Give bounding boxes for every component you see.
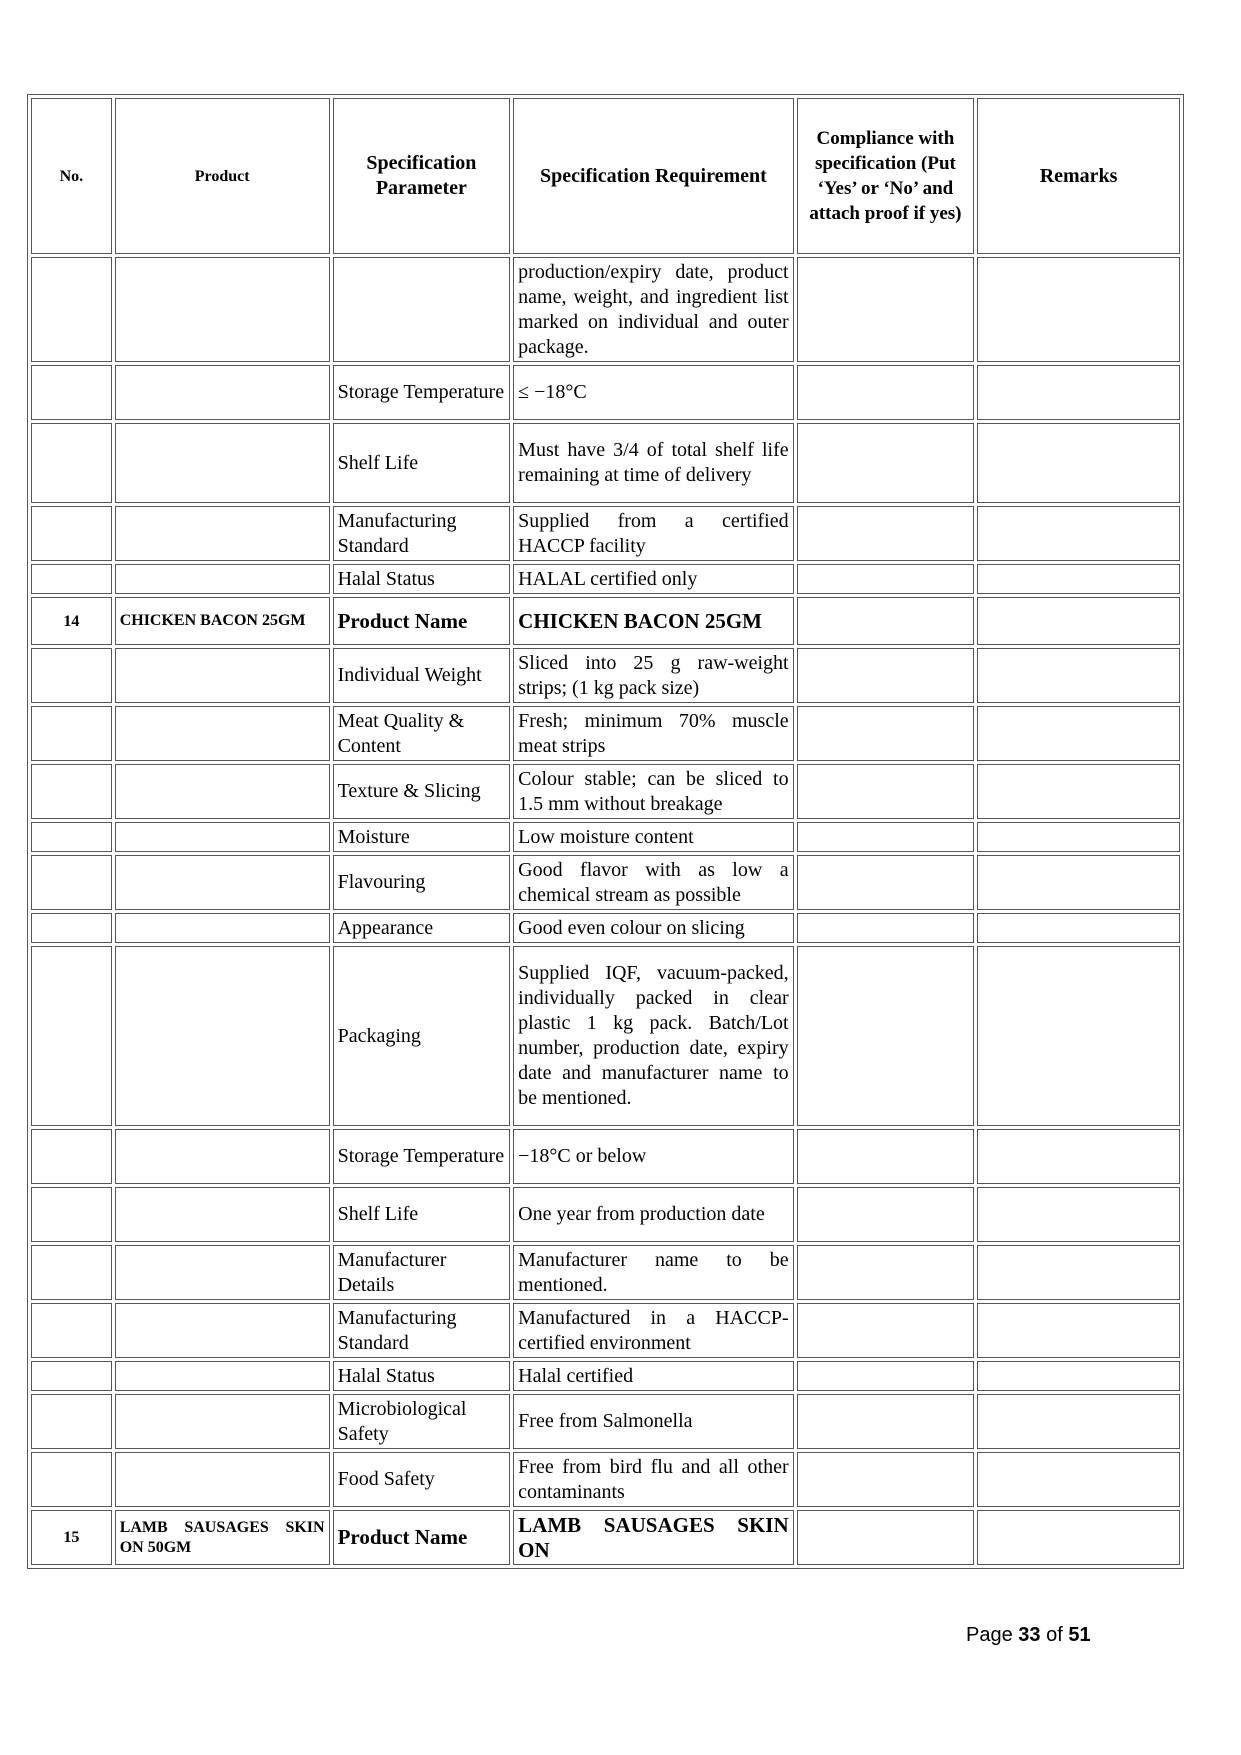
cell-remarks[interactable] — [977, 1187, 1180, 1242]
cell-remarks[interactable] — [977, 1129, 1180, 1184]
page-number: 33 — [1018, 1624, 1041, 1646]
cell-compliance[interactable] — [797, 1361, 975, 1391]
cell-requirement: Sliced into 25 g raw-weight strips; (1 kg pack size) — [513, 648, 793, 703]
cell-parameter: Product Name — [333, 1510, 511, 1565]
table-row — [31, 946, 1180, 1126]
table-row — [31, 648, 1180, 703]
table-row — [31, 822, 1180, 852]
cell-product — [115, 1394, 330, 1449]
cell-remarks[interactable] — [977, 764, 1180, 819]
cell-no — [31, 1187, 112, 1242]
cell-requirement: Supplied from a certified HACCP facility — [513, 506, 793, 561]
cell-no — [31, 855, 112, 910]
of-label: of — [1046, 1624, 1063, 1646]
cell-remarks[interactable] — [977, 1452, 1180, 1507]
cell-product — [115, 822, 330, 852]
cell-compliance[interactable] — [797, 1245, 975, 1300]
cell-product — [115, 1129, 330, 1184]
header-compliance: Compliance with specification (Put ‘Yes’ or ‘No’ and attach proof if yes) — [797, 98, 975, 254]
cell-remarks[interactable] — [977, 597, 1180, 645]
cell-no — [31, 423, 112, 503]
cell-parameter: Manufacturing Standard — [333, 506, 511, 561]
cell-parameter — [333, 257, 511, 362]
cell-remarks[interactable] — [977, 365, 1180, 420]
cell-parameter: Packaging — [333, 946, 511, 1126]
cell-no — [31, 1361, 112, 1391]
cell-compliance[interactable] — [797, 365, 975, 420]
cell-product — [115, 946, 330, 1126]
cell-remarks[interactable] — [977, 257, 1180, 362]
cell-requirement: production/expiry date, product name, weight, and ingredient list marked on individual and outer package. — [513, 257, 793, 362]
cell-remarks[interactable] — [977, 1510, 1180, 1565]
cell-parameter: Product Name — [333, 597, 511, 645]
cell-no — [31, 1129, 112, 1184]
cell-no — [31, 946, 112, 1126]
cell-remarks[interactable] — [977, 1245, 1180, 1300]
cell-requirement: CHICKEN BACON 25GM — [513, 597, 793, 645]
cell-requirement: Fresh; minimum 70% muscle meat strips — [513, 706, 793, 761]
cell-no — [31, 1303, 112, 1358]
table-row — [31, 597, 1180, 645]
cell-remarks[interactable] — [977, 1303, 1180, 1358]
cell-compliance[interactable] — [797, 946, 975, 1126]
cell-parameter: Food Safety — [333, 1452, 511, 1507]
cell-parameter: Shelf Life — [333, 423, 511, 503]
cell-remarks[interactable] — [977, 423, 1180, 503]
cell-requirement: Supplied IQF, vacuum-packed, individually packed in clear plastic 1 kg pack. Batch/Lot number, production date, expiry date and manufacturer name to be mentioned. — [513, 946, 793, 1126]
cell-parameter: Manufacturing Standard — [333, 1303, 511, 1358]
cell-product — [115, 913, 330, 943]
cell-product — [115, 1245, 330, 1300]
cell-parameter: Shelf Life — [333, 1187, 511, 1242]
cell-no: 15 — [31, 1510, 112, 1565]
cell-remarks[interactable] — [977, 913, 1180, 943]
cell-remarks[interactable] — [977, 822, 1180, 852]
cell-no — [31, 822, 112, 852]
cell-compliance[interactable] — [797, 706, 975, 761]
cell-requirement: Colour stable; can be sliced to 1.5 mm without breakage — [513, 764, 793, 819]
cell-no — [31, 1245, 112, 1300]
cell-product — [115, 1361, 330, 1391]
cell-parameter: Halal Status — [333, 1361, 511, 1391]
total-pages: 51 — [1068, 1624, 1091, 1646]
header-parameter: Specification Parameter — [333, 98, 511, 254]
table-row — [31, 1303, 1180, 1358]
cell-remarks[interactable] — [977, 1394, 1180, 1449]
cell-product — [115, 1187, 330, 1242]
cell-product — [115, 257, 330, 362]
cell-compliance[interactable] — [797, 913, 975, 943]
cell-product — [115, 365, 330, 420]
header-no: No. — [31, 98, 112, 254]
cell-remarks[interactable] — [977, 855, 1180, 910]
cell-no: 14 — [31, 597, 112, 645]
table-row — [31, 764, 1180, 819]
cell-product — [115, 1452, 330, 1507]
cell-requirement: Halal certified — [513, 1361, 793, 1391]
cell-compliance[interactable] — [797, 1187, 975, 1242]
table-row — [31, 1510, 1180, 1565]
cell-no — [31, 506, 112, 561]
cell-parameter: Manufacturer Details — [333, 1245, 511, 1300]
cell-requirement: Manufacturer name to be mentioned. — [513, 1245, 793, 1300]
cell-product — [115, 564, 330, 594]
cell-remarks[interactable] — [977, 648, 1180, 703]
table-row — [31, 1129, 1180, 1184]
cell-product — [115, 423, 330, 503]
cell-product — [115, 648, 330, 703]
cell-no — [31, 1394, 112, 1449]
cell-product — [115, 506, 330, 561]
cell-product — [115, 1303, 330, 1358]
table-row — [31, 506, 1180, 561]
cell-no — [31, 764, 112, 819]
cell-no — [31, 648, 112, 703]
cell-requirement: Manufactured in a HACCP-certified environment — [513, 1303, 793, 1358]
cell-requirement: LAMB SAUSAGES SKIN ON — [513, 1510, 793, 1565]
table-row — [31, 257, 1180, 362]
cell-parameter: Texture & Slicing — [333, 764, 511, 819]
cell-product — [115, 764, 330, 819]
cell-requirement: Free from bird flu and all other contaminants — [513, 1452, 793, 1507]
cell-compliance[interactable] — [797, 1303, 975, 1358]
cell-product — [115, 855, 330, 910]
cell-remarks[interactable] — [977, 706, 1180, 761]
page-label: Page — [966, 1624, 1013, 1646]
header-product: Product — [115, 98, 330, 254]
cell-requirement: Good even colour on slicing — [513, 913, 793, 943]
cell-parameter: Microbiological Safety — [333, 1394, 511, 1449]
cell-remarks[interactable] — [977, 506, 1180, 561]
cell-compliance[interactable] — [797, 1452, 975, 1507]
header-remarks: Remarks — [977, 98, 1180, 254]
cell-compliance[interactable] — [797, 1129, 975, 1184]
table-row — [31, 1245, 1180, 1300]
cell-requirement: Low moisture content — [513, 822, 793, 852]
cell-remarks[interactable] — [977, 564, 1180, 594]
cell-compliance[interactable] — [797, 855, 975, 910]
table-row — [31, 855, 1180, 910]
header-requirement: Specification Requirement — [513, 98, 793, 254]
cell-parameter: Meat Quality & Content — [333, 706, 511, 761]
cell-parameter: Storage Temperature — [333, 365, 511, 420]
cell-parameter: Storage Temperature — [333, 1129, 511, 1184]
cell-parameter: Appearance — [333, 913, 511, 943]
cell-product: LAMB SAUSAGES SKIN ON 50GM — [115, 1510, 330, 1565]
cell-no — [31, 706, 112, 761]
cell-compliance[interactable] — [797, 423, 975, 503]
table-row — [31, 423, 1180, 503]
cell-parameter: Moisture — [333, 822, 511, 852]
table-row — [31, 913, 1180, 943]
cell-requirement: ≤ −18°C — [513, 365, 793, 420]
page-footer — [966, 1624, 1091, 1647]
cell-requirement: Free from Salmonella — [513, 1394, 793, 1449]
specification-table — [27, 94, 1184, 1569]
table-row — [31, 1361, 1180, 1391]
cell-compliance[interactable] — [797, 257, 975, 362]
cell-requirement: −18°C or below — [513, 1129, 793, 1184]
cell-compliance[interactable] — [797, 1394, 975, 1449]
cell-compliance[interactable] — [797, 564, 975, 594]
cell-requirement: HALAL certified only — [513, 564, 793, 594]
table-row — [31, 706, 1180, 761]
cell-no — [31, 564, 112, 594]
table-row — [31, 564, 1180, 594]
cell-no — [31, 913, 112, 943]
cell-compliance[interactable] — [797, 822, 975, 852]
table-row — [31, 1187, 1180, 1242]
cell-compliance[interactable] — [797, 648, 975, 703]
table-row — [31, 1394, 1180, 1449]
cell-no — [31, 1452, 112, 1507]
cell-parameter: Flavouring — [333, 855, 511, 910]
cell-compliance[interactable] — [797, 597, 975, 645]
cell-compliance[interactable] — [797, 1510, 975, 1565]
cell-requirement: Must have 3/4 of total shelf life remaining at time of delivery — [513, 423, 793, 503]
table-row — [31, 1452, 1180, 1507]
cell-remarks[interactable] — [977, 1361, 1180, 1391]
cell-parameter: Halal Status — [333, 564, 511, 594]
cell-product: CHICKEN BACON 25GM — [115, 597, 330, 645]
cell-compliance[interactable] — [797, 764, 975, 819]
header-row — [31, 98, 1180, 254]
cell-requirement: Good flavor with as low a chemical stream as possible — [513, 855, 793, 910]
cell-remarks[interactable] — [977, 946, 1180, 1126]
cell-compliance[interactable] — [797, 506, 975, 561]
cell-requirement: One year from production date — [513, 1187, 793, 1242]
cell-no — [31, 365, 112, 420]
table-row — [31, 365, 1180, 420]
cell-parameter: Individual Weight — [333, 648, 511, 703]
cell-product — [115, 706, 330, 761]
cell-no — [31, 257, 112, 362]
